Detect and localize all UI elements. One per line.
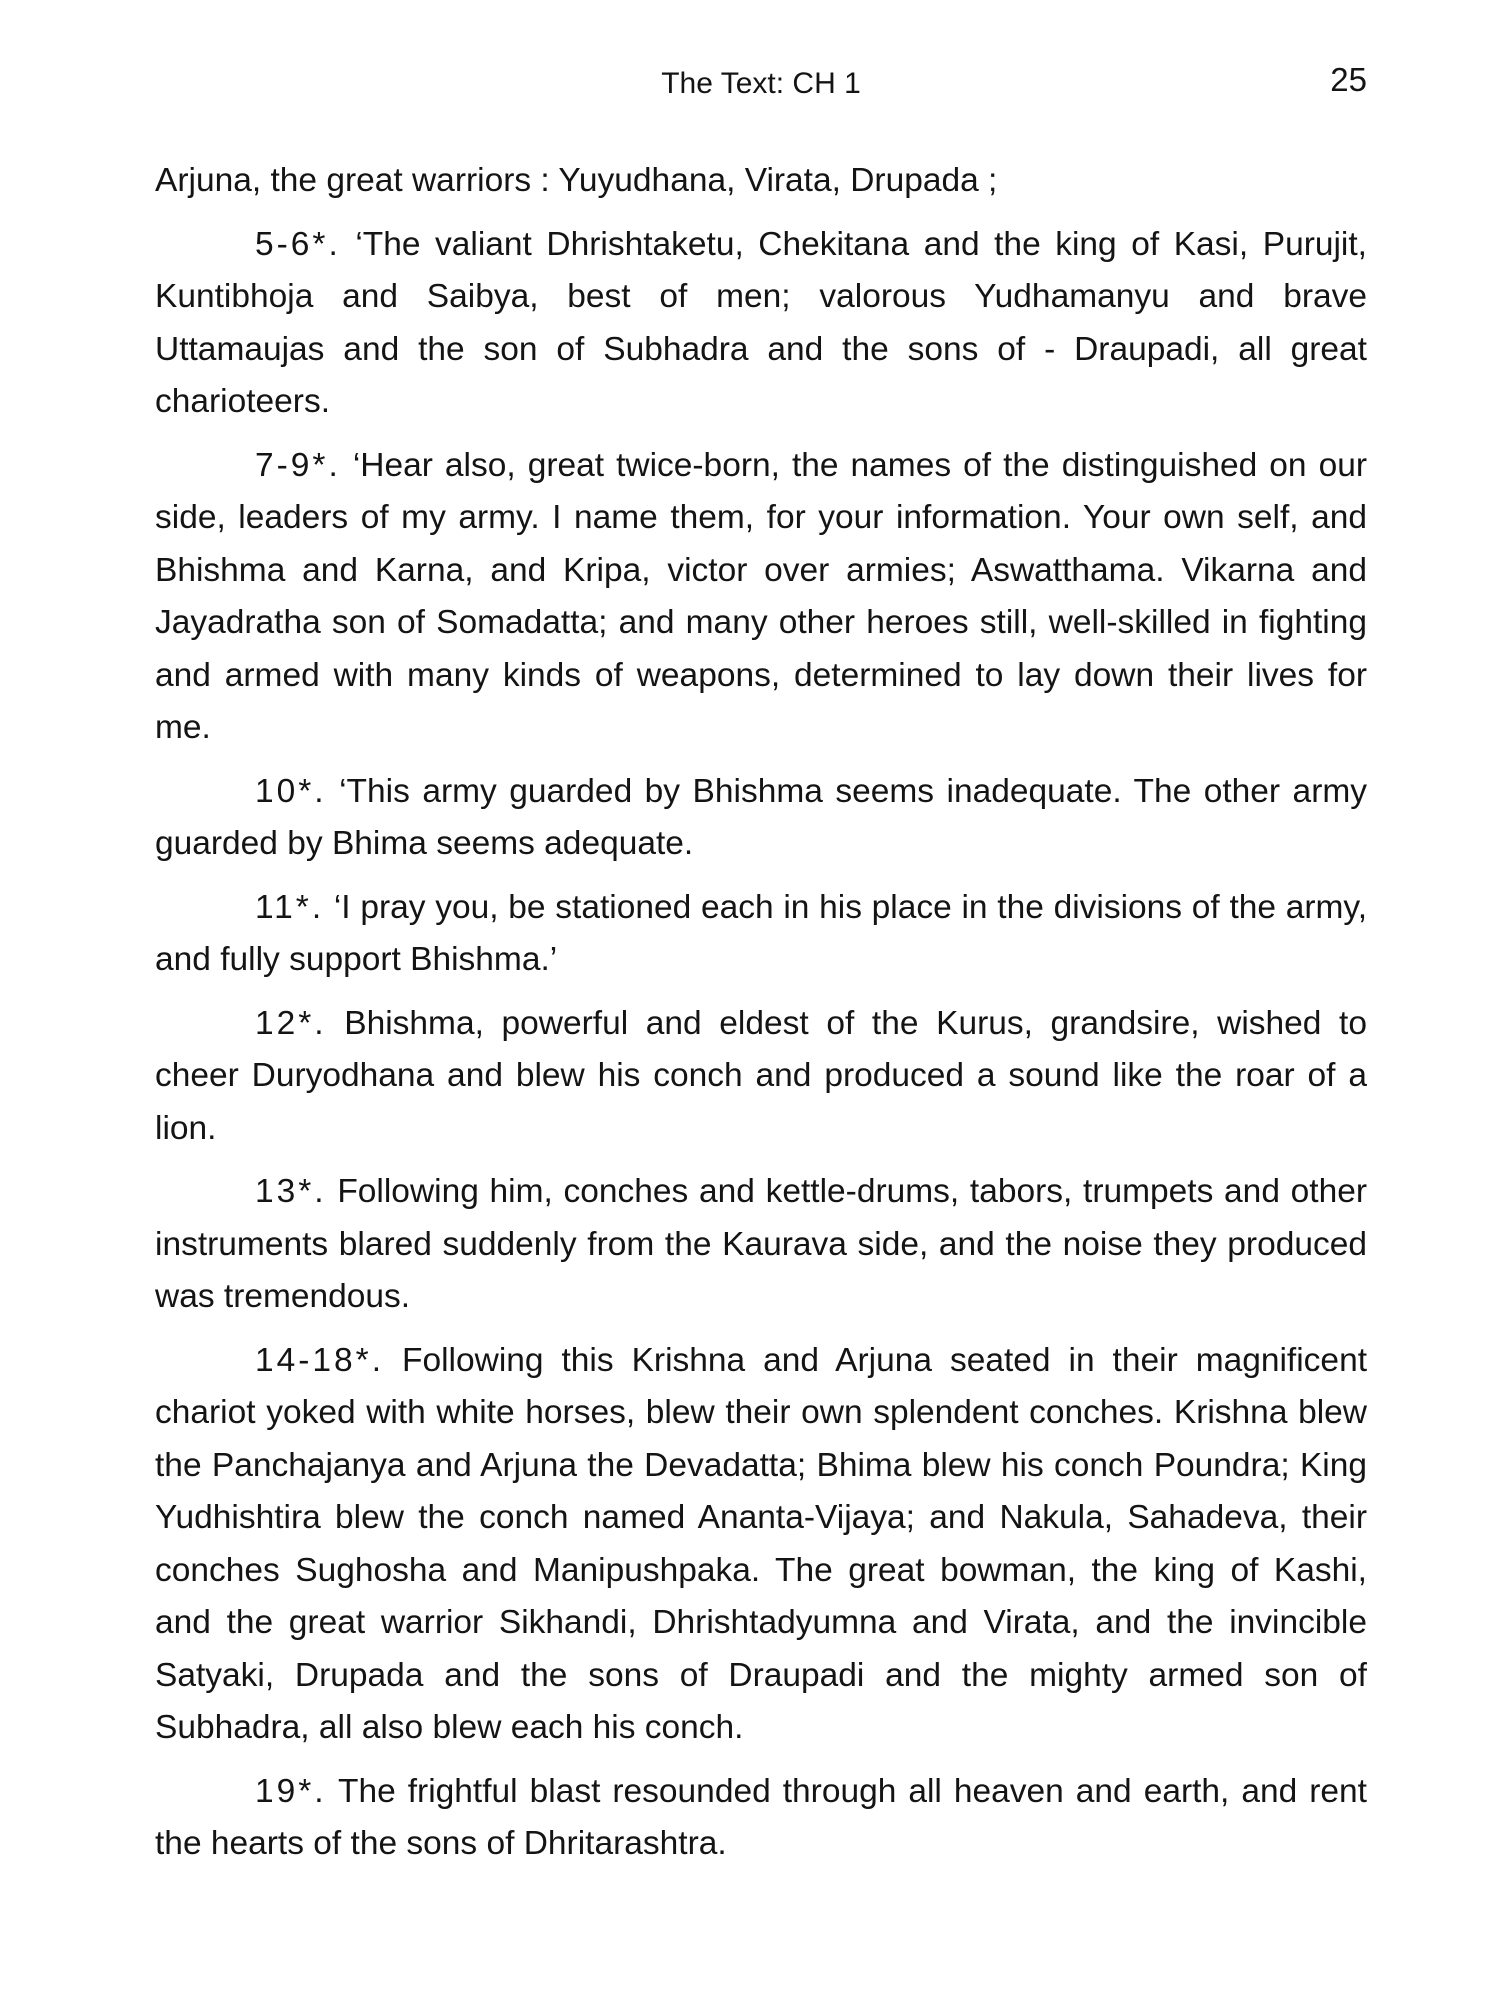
verse-number: 13*. bbox=[255, 1173, 327, 1210]
verse-number: 19*. bbox=[255, 1772, 327, 1810]
running-head: The Text: CH 1 bbox=[661, 67, 861, 100]
paragraph-text: ‘This army guarded by Bhishma seems inadequate. The other army guarded by Bhima seems adequate. bbox=[155, 772, 1368, 862]
body-text bbox=[155, 155, 1367, 1882]
verse-number: 11*. bbox=[255, 888, 325, 926]
verse-paragraph bbox=[155, 1166, 1367, 1324]
paragraph-text: Following him, conches and kettle-drums, tabors, trumpets and other instruments blared suddenly from the Kaurava side, and the noise they produced was tremendous. bbox=[155, 1173, 1368, 1315]
verse-number: 5-6*. bbox=[255, 225, 341, 263]
verse-paragraph bbox=[155, 766, 1367, 871]
paragraph-text: Bhishma, powerful and eldest of the Kurus, grandsire, wished to cheer Duryodhana and blew his conch and produced a sound like the roar of a lion. bbox=[155, 1004, 1367, 1147]
verse-paragraph bbox=[155, 1335, 1367, 1755]
paragraph-text: Arjuna, the great warriors : Yuyudhana, Virata, Drupada ; bbox=[155, 162, 998, 199]
paragraph-text: Following this Krishna and Arjuna seated in their magnificent chariot yoked with white horses, blew their own splendent conches. Krishna blew the Panchajanya and Arjuna the Devadatta; Bhima blew his conch Poundra; King Yudhishtira blew the conch named Ananta-Vijaya; and Nakula, Sahadeva, their conches Sughosha and Manipushpaka. The great bowman, the king of Kashi, and the great warrior Sikhandi, Dhrishtadyumna and Virata, and the invincible Satyaki, Drupada and the sons of Draupadi and the mighty armed son of Subhadra, all also blew each his conch. bbox=[155, 1341, 1368, 1746]
verse-number: 10*. bbox=[255, 772, 327, 810]
verse-paragraph bbox=[155, 1766, 1367, 1871]
paragraph-text: ‘The valiant Dhrishtaketu, Chekitana and the king of Kasi, Purujit, Kuntibhoja and Saibya, best of men; valorous Yudhamanyu and brave Uttamaujas and the son of Subhadra and the sons of - Draupadi, all great charioteers. bbox=[155, 225, 1367, 420]
page-header bbox=[155, 61, 1367, 104]
paragraph-text: ‘Hear also, great twice-born, the names of the distinguished on our side, leaders of my army. I name them, for your information. Your own self, and Bhishma and Karna, and Kripa, victor over armies; Aswatthama. Vikarna and Jayadratha son of Somadatta; and many other heroes still, well-skilled in fighting and armed with many kinds of weapons, determined to lay down their lives for me. bbox=[155, 446, 1367, 746]
paragraph-continuation bbox=[155, 155, 1367, 208]
paragraph-text: ‘I pray you, be stationed each in his place in the divisions of the army, and fully support Bhishma.’ bbox=[155, 888, 1368, 978]
verse-paragraph bbox=[155, 998, 1367, 1156]
verse-paragraph bbox=[155, 882, 1367, 987]
verse-number: 14-18*. bbox=[255, 1341, 385, 1379]
paragraph-text: The frightful blast resounded through all heaven and earth, and rent the hearts of the sons of Dhritarashtra. bbox=[155, 1772, 1367, 1862]
verse-paragraph bbox=[155, 440, 1367, 755]
verse-paragraph bbox=[155, 219, 1367, 429]
verse-number: 12*. bbox=[255, 1004, 327, 1042]
verse-number: 7-9*. bbox=[255, 446, 341, 484]
page-number: 25 bbox=[1330, 61, 1367, 98]
